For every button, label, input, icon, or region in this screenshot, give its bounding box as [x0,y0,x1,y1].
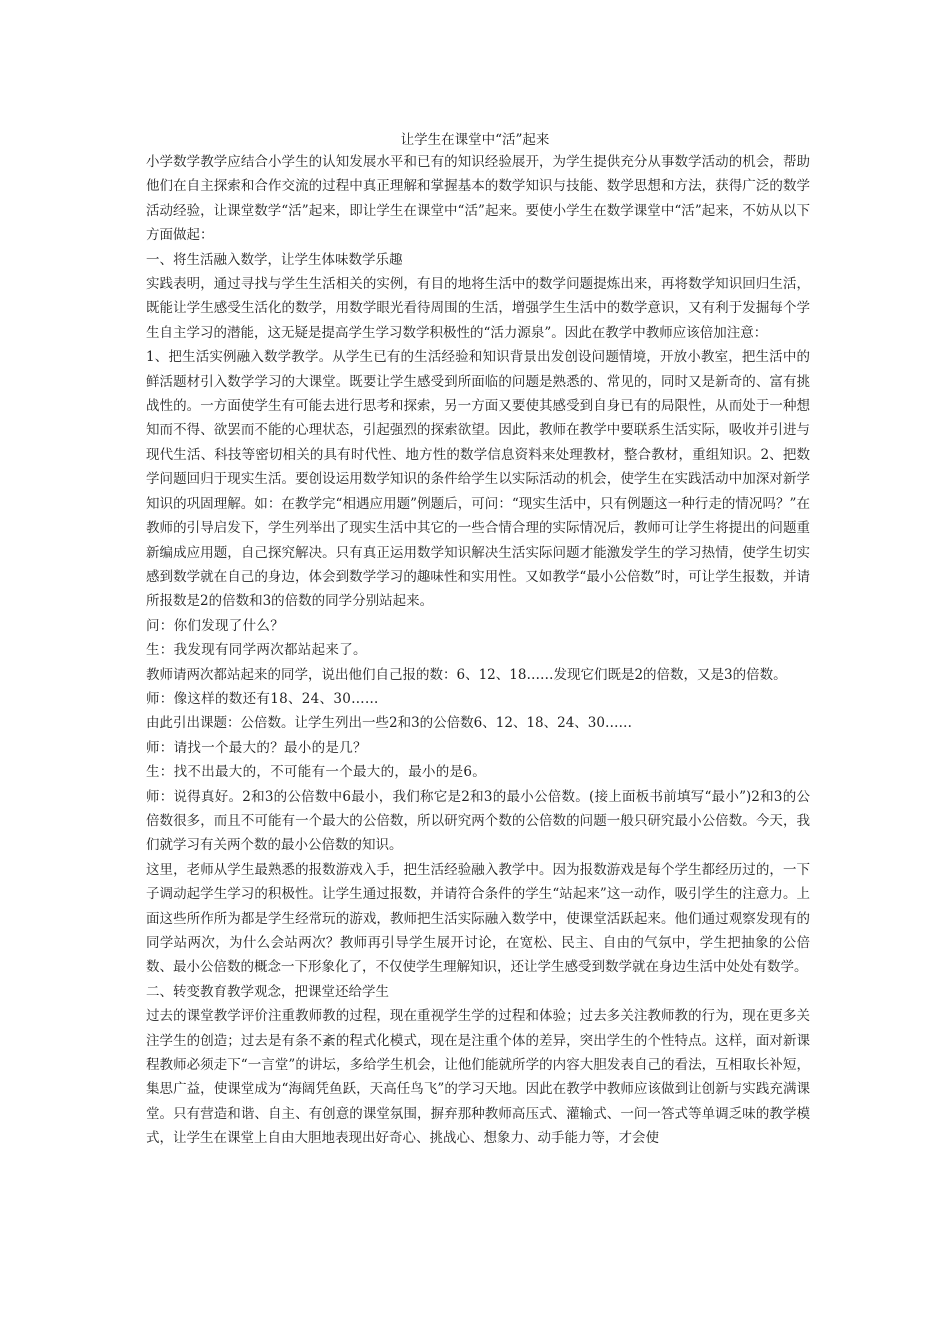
dialogue-line: 师：请找一个最大的？最小的是几？ [146,739,367,756]
paragraph: 师：说得真好。2和3的公倍数中6最小，我们称它是2和3的最小公倍数。(接上面板书前填写“最小”)2和3的公倍数很多，而且不可能有一个最大的公倍数，所以研究两个数的公倍数的问题一般只研究最小公倍数。今天，我们就学习有关两个数的最小公倍数的知识。 [146,788,810,854]
dialogue-line: 生：找不出最大的，不可能有一个最大的，最小的是6。 [146,764,487,781]
paragraph: 实践表明，通过寻找与学生生活相关的实例，有目的地将生活中的数学问题提炼出来，再将数学知识回归生活，既能让学生感受生活化的数学，用数学眼光看待周围的生活，增强学生生活中的数学意识，又有利于发掘每个学生自主学习的潜能，这无疑是提高学生学习数学积极性的“活力源泉”。因此在教学中教师应该倍加注意： [146,276,810,341]
section-heading-2: 二、转变教育教学观念，把课堂还给学生 [146,983,389,1000]
paragraph: 由此引出课题：公倍数。让学生列出一些2和3的公倍数6、12、18、24、30…… [146,715,632,732]
paragraph: 教师请两次都站起来的同学，说出他们自己报的数：6、12、18……发现它们既是2的倍数，又是3的倍数。 [146,666,787,683]
section-heading-1: 一、将生活融入数学，让学生体味数学乐趣 [146,251,403,268]
document-title: 让学生在课堂中“活”起来 [400,132,550,148]
intro-paragraph: 小学数学教学应结合小学生的认知发展水平和已有的知识经验展开，为学生提供充分从事数学活动的机会，帮助他们在自主探索和合作交流的过程中真正理解和掌握基本的数学知识与技能、数学思想和方法，获得广泛的数学活动经验，让课堂数学“活”起来，即让学生在课堂中“活”起来。要使小学生在数学课堂中“活”起来，不妨从以下方面做起： [146,154,810,244]
dialogue-line: 生：我发现有同学两次都站起来了。 [146,642,367,659]
dialogue-line: 问：你们发现了什么？ [146,617,284,634]
document-body [146,150,810,1151]
paragraph: 这里，老师从学生最熟悉的报数游戏入手，把生活经验融入教学中。因为报数游戏是每个学生都经历过的，一下子调动起学生学习的积极性。让学生通过报数，并请符合条件的学生“站起来”这一动作，吸引学生的注意力。上面这些所作所为都是学生经常玩的游戏，教师把生活实际融入数学中，使课堂活跃起来。他们通过观察发现有的同学站两次，为什么会站两次？教师再引导学生展开讨论，在宽松、民主、自由的气氛中，学生把抽象的公倍数、最小公倍数的概念一下形象化了，不仅使学生理解知识，还让学生感受到数学就在身边生活中处处有数学。 [146,861,810,976]
paragraph: 过去的课堂教学评价注重教师教的过程，现在重视学生学的过程和体验；过去多关注教师教的行为，现在更多关注学生的创造；过去是有条不紊的程式化模式，现在是注重个体的差异，突出学生的个性特点。这样，面对新课程教师必须走下“一言堂”的讲坛，多给学生机会，让他们能就所学的内容大胆发表自己的看法，互相取长补短，集思广益，使课堂成为“海阔凭鱼跃，天高任鸟飞”的学习天地。因此在教学中教师应该做到让创新与实践充满课堂。只有营造和谐、自主、有创意的课堂氛围，摒弃那种教师高压式、灌输式、一问一答式等单调乏味的教学模式，让学生在课堂上自由大胆地表现出好奇心、挑战心、想象力、动手能力等，才会使 [146,1008,810,1147]
paragraph: 1、把生活实例融入数学教学。从学生已有的生活经验和知识背景出发创设问题情境，开放小教室，把生活中的鲜活题材引入数学学习的大课堂。既要让学生感受到所面临的问题是熟悉的、常见的，同时又是新奇的、富有挑战性的。一方面使学生有可能去进行思考和探索，另一方面又要使其感受到自身已有的局限性，从而处于一种想知而不得、欲罢而不能的心理状态，引起强烈的探索欲望。因此，教师在教学中要联系生活实际，吸收并引进与现代生活、科技等密切相关的具有时代性、地方性的数学信息资料来处理教材，整合教材，重组知识。2、把数学问题回归于现实生活。要创设运用数学知识的条件给学生以实际活动的机会，使学生在实践活动中加深对新学知识的巩固理解。如：在教学完“相遇应用题”例题后，可问：“现实生活中，只有例题这一种行走的情况吗？”在教师的引导启发下，学生列举出了现实生活中其它的一些合情合理的实际情况后，教师可让学生将提出的问题重新编成应用题，自己探究解决。只有真正运用数学知识解决生活实际问题才能激发学生的学习热情，使学生切实感到数学就在自己的身边，体会到数学学习的趣味性和实用性。又如教学“最小公倍数”时，可让学生报数，并请所报数是2的倍数和3的倍数的同学分别站起来。 [146,349,810,610]
dialogue-line: 师：像这样的数还有18、24、30…… [146,690,379,707]
